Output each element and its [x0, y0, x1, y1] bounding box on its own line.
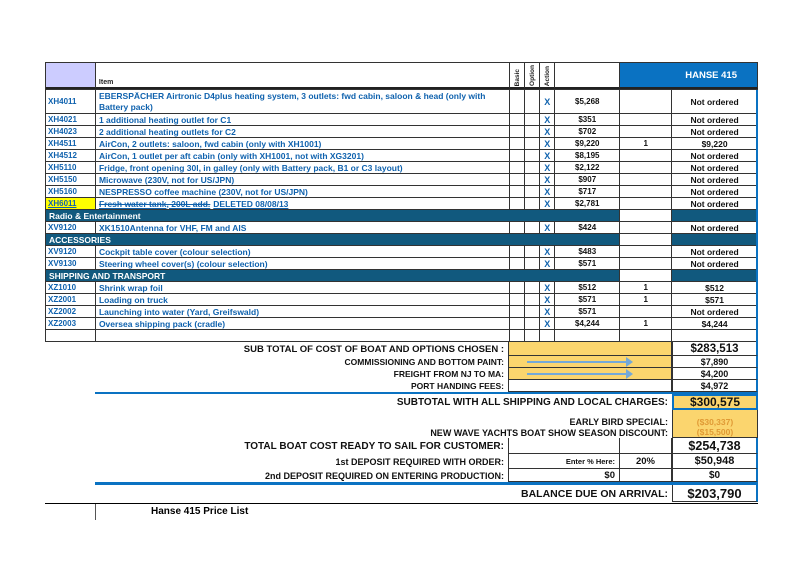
option-cell — [525, 198, 540, 210]
deposit2-spacer — [620, 469, 672, 482]
subtotal-options-row — [95, 342, 758, 356]
basic-column-header — [510, 63, 525, 89]
qty-cell[interactable] — [620, 90, 672, 114]
item-code-cell — [46, 330, 96, 342]
enter-percent-label: Enter % Here: — [508, 454, 620, 469]
action-label: Action — [543, 65, 551, 86]
fill-arrow-icon — [527, 361, 627, 363]
action-cell[interactable]: X — [540, 174, 555, 186]
option-row — [46, 318, 758, 330]
option-cell — [525, 246, 540, 258]
port-fees-fill — [508, 380, 672, 392]
basic-cell — [510, 258, 525, 270]
price-cell: $571 — [555, 258, 620, 270]
early-bird-row — [95, 416, 758, 427]
total-spacer-b — [620, 438, 672, 454]
early-bird-label: EARLY BIRD SPECIAL: — [569, 416, 668, 427]
option-row — [46, 306, 758, 318]
result-cell: $9,220 — [672, 138, 758, 150]
port-fees-row — [95, 380, 758, 392]
option-cell — [525, 138, 540, 150]
sheet-title: Hanse 415 Price List — [95, 504, 758, 520]
option-row — [46, 246, 758, 258]
commissioning-fill — [508, 356, 672, 368]
basic-cell — [510, 222, 525, 234]
qty-cell[interactable] — [620, 258, 672, 270]
qty-cell[interactable] — [620, 114, 672, 126]
option-cell — [525, 174, 540, 186]
price-cell: $2,122 — [555, 162, 620, 174]
item-desc-cell: Steering wheel cover(s) (colour selection) — [96, 258, 510, 270]
action-cell[interactable]: X — [540, 306, 555, 318]
basic-label: Basic — [513, 68, 521, 86]
deposit2-row — [95, 469, 758, 482]
total-label: TOTAL BOAT COST READY TO SAIL FOR CUSTOMER: — [244, 440, 504, 452]
balance-value: $203,790 — [672, 485, 758, 502]
freight-row — [95, 368, 758, 380]
action-cell[interactable]: X — [540, 198, 555, 210]
price-cell — [555, 330, 620, 342]
price-cell: $571 — [555, 306, 620, 318]
qty-cell[interactable] — [620, 246, 672, 258]
option-cell — [525, 294, 540, 306]
port-fees-value: $4,972 — [672, 380, 758, 392]
section-header: SHIPPING AND TRANSPORT — [46, 270, 620, 282]
option-row — [46, 198, 758, 210]
item-code-cell: XZ2003 — [46, 318, 96, 330]
qty-cell[interactable]: 1 — [620, 138, 672, 150]
price-cell: $2,781 — [555, 198, 620, 210]
corner-cell — [46, 63, 96, 89]
option-cell — [525, 126, 540, 138]
qty-cell — [620, 210, 672, 222]
item-code-cell: XV9120 — [46, 222, 96, 234]
result-cell — [672, 210, 758, 222]
item-desc-cell: Shrink wrap foil — [96, 282, 510, 294]
model-column-header: HANSE 415 — [620, 63, 758, 89]
price-cell: $9,220 — [555, 138, 620, 150]
qty-cell[interactable]: 1 — [620, 318, 672, 330]
price-cell: $571 — [555, 294, 620, 306]
boat-show-discount-row — [95, 427, 758, 438]
basic-cell — [510, 174, 525, 186]
item-desc-cell: 2 additional heating outlets for C2 — [96, 126, 510, 138]
option-row — [46, 114, 758, 126]
result-cell: Not ordered — [672, 306, 758, 318]
item-code-cell: XH5110 — [46, 162, 96, 174]
action-cell[interactable]: X — [540, 162, 555, 174]
result-cell — [672, 270, 758, 282]
option-row — [46, 162, 758, 174]
item-desc-cell: AirCon, 1 outlet per aft cabin (only with XH1001, not with XG3201) — [96, 150, 510, 162]
item-desc-cell: XK1510Antenna for VHF, FM and AIS — [96, 222, 510, 234]
subtotal-options-fill — [508, 342, 672, 356]
basic-cell — [510, 318, 525, 330]
option-row — [46, 174, 758, 186]
item-code-cell: XV9120 — [46, 246, 96, 258]
item-desc-cell: Cockpit table cover (colour selection) — [96, 246, 510, 258]
qty-cell[interactable] — [620, 174, 672, 186]
item-desc-cell: EBERSPÄCHER Airtronic D4plus heating system, 3 outlets: fwd cabin, saloon & head (only with Battery pack) — [96, 90, 510, 114]
item-code-cell: XH4511 — [46, 138, 96, 150]
result-cell: Not ordered — [672, 150, 758, 162]
option-column-header — [525, 63, 540, 89]
item-desc-cell: NESPRESSO coffee machine (230V, not for US/JPN) — [96, 186, 510, 198]
result-cell: Not ordered — [672, 198, 758, 210]
option-cell — [525, 318, 540, 330]
qty-cell[interactable] — [620, 198, 672, 210]
commissioning-value: $7,890 — [672, 356, 758, 368]
action-cell[interactable]: X — [540, 258, 555, 270]
balance-row — [95, 485, 758, 502]
qty-cell[interactable]: 1 — [620, 294, 672, 306]
basic-cell — [510, 90, 525, 114]
option-row — [46, 294, 758, 306]
action-cell[interactable]: X — [540, 294, 555, 306]
subtotal-options-label: SUB TOTAL OF COST OF BOAT AND OPTIONS CHOSEN : — [243, 343, 504, 355]
action-cell[interactable]: X — [540, 282, 555, 294]
total-row — [95, 438, 758, 454]
qty-cell — [620, 330, 672, 342]
basic-cell — [510, 306, 525, 318]
subtotal-shipping-label: SUBTOTAL WITH ALL SHIPPING AND LOCAL CHARGES: — [396, 396, 668, 408]
qty-cell[interactable]: 1 — [620, 282, 672, 294]
basic-cell — [510, 186, 525, 198]
item-desc-cell: 1 additional heating outlet for C1 — [96, 114, 510, 126]
item-column-header: Item — [96, 63, 510, 89]
table-right-border — [756, 90, 758, 342]
qty-cell — [620, 234, 672, 246]
subtotal-options-value: $283,513 — [672, 342, 758, 356]
price-cell: $8,195 — [555, 150, 620, 162]
result-cell: $512 — [672, 282, 758, 294]
price-cell: $907 — [555, 174, 620, 186]
basic-cell — [510, 150, 525, 162]
action-cell[interactable]: X — [540, 90, 555, 114]
commissioning-label: COMMISSIONING AND BOTTOM PAINT: — [344, 357, 504, 367]
basic-cell — [510, 294, 525, 306]
percent-input-cell[interactable]: 20% — [620, 454, 672, 469]
result-cell: Not ordered — [672, 114, 758, 126]
item-code-cell: XH5160 — [46, 186, 96, 198]
result-cell — [672, 330, 758, 342]
result-cell: $571 — [672, 294, 758, 306]
option-label: Option — [528, 65, 536, 86]
price-list-sheet — [45, 62, 758, 520]
port-fees-label: PORT HANDING FEES: — [410, 381, 504, 391]
section-row — [46, 210, 758, 222]
option-row — [46, 282, 758, 294]
deposit2-entry-cell[interactable]: $0 — [508, 469, 620, 482]
price-cell: $512 — [555, 282, 620, 294]
basic-cell — [510, 114, 525, 126]
qty-cell[interactable] — [620, 162, 672, 174]
freight-fill — [508, 368, 672, 380]
action-cell[interactable]: X — [540, 186, 555, 198]
item-desc-cell: Oversea shipping pack (cradle) — [96, 318, 510, 330]
options-table — [45, 89, 758, 342]
section-header: ACCESSORIES — [46, 234, 620, 246]
result-cell: $4,244 — [672, 318, 758, 330]
basic-cell — [510, 198, 525, 210]
result-cell: Not ordered — [672, 186, 758, 198]
freight-label: FREIGHT FROM NJ TO MA: — [393, 369, 504, 379]
option-cell — [525, 114, 540, 126]
deposit1-value: $50,948 — [672, 454, 758, 469]
price-cell: $424 — [555, 222, 620, 234]
result-cell: Not ordered — [672, 246, 758, 258]
action-cell[interactable]: X — [540, 150, 555, 162]
action-cell[interactable]: X — [540, 126, 555, 138]
price-cell: $4,244 — [555, 318, 620, 330]
fill-arrow-icon — [527, 373, 627, 375]
basic-cell — [510, 162, 525, 174]
option-row — [46, 138, 758, 150]
qty-cell[interactable] — [620, 306, 672, 318]
qty-cell[interactable] — [620, 222, 672, 234]
option-row — [46, 186, 758, 198]
section-header: Radio & Entertainment — [46, 210, 620, 222]
item-code-cell: XZ2001 — [46, 294, 96, 306]
option-cell — [525, 150, 540, 162]
deposit1-label: 1st DEPOSIT REQUIRED WITH ORDER: — [335, 456, 504, 467]
deleted-item-text: Fresh water tank, 200L add. — [98, 198, 211, 209]
item-code-cell: XH5150 — [46, 174, 96, 186]
item-code-cell: XH4512 — [46, 150, 96, 162]
price-cell: $5,268 — [555, 90, 620, 114]
item-code-cell: XH6011 — [46, 198, 96, 210]
basic-cell — [510, 246, 525, 258]
item-desc-cell: Microwave (230V, not for US/JPN) — [96, 174, 510, 186]
item-code-cell: XH4021 — [46, 114, 96, 126]
qty-cell[interactable] — [620, 126, 672, 138]
option-row — [46, 126, 758, 138]
result-cell: Not ordered — [672, 162, 758, 174]
qty-cell[interactable] — [620, 186, 672, 198]
result-cell: Not ordered — [672, 126, 758, 138]
action-cell[interactable]: X — [540, 246, 555, 258]
action-cell[interactable]: X — [540, 318, 555, 330]
item-desc-cell — [96, 330, 510, 342]
option-cell — [525, 306, 540, 318]
item-desc-cell: Launching into water (Yard, Greifswald) — [96, 306, 510, 318]
price-cell: $717 — [555, 186, 620, 198]
boat-show-discount-label: NEW WAVE YACHTS BOAT SHOW SEASON DISCOUNT: — [430, 427, 668, 438]
item-code-cell: XH4011 — [46, 90, 96, 114]
option-row — [46, 150, 758, 162]
price-column-header — [555, 63, 620, 89]
freight-value: $4,200 — [672, 368, 758, 380]
subtotal-shipping-row — [95, 394, 758, 410]
deposit2-label: 2nd DEPOSIT REQUIRED ON ENTERING PRODUCTION: — [264, 470, 504, 481]
result-cell: Not ordered — [672, 222, 758, 234]
basic-cell — [510, 126, 525, 138]
price-cell: $483 — [555, 246, 620, 258]
option-row — [46, 90, 758, 114]
action-cell — [540, 330, 555, 342]
commissioning-row — [95, 356, 758, 368]
qty-cell[interactable] — [620, 150, 672, 162]
subtotal-shipping-value: $300,575 — [672, 394, 758, 410]
price-cell: $702 — [555, 126, 620, 138]
total-value: $254,738 — [672, 438, 758, 454]
action-column-header — [540, 63, 555, 89]
action-cell[interactable]: X — [540, 114, 555, 126]
total-spacer-a — [508, 438, 620, 454]
early-bird-value: ($30,337) — [672, 416, 758, 427]
action-cell[interactable]: X — [540, 222, 555, 234]
section-row — [46, 270, 758, 282]
price-cell: $351 — [555, 114, 620, 126]
item-desc-cell: Loading on truck — [96, 294, 510, 306]
balance-label: BALANCE DUE ON ARRIVAL: — [521, 487, 668, 500]
sheet-footer — [45, 503, 758, 520]
deposit2-value: $0 — [672, 469, 758, 482]
option-cell — [525, 90, 540, 114]
option-row — [46, 222, 758, 234]
basic-cell — [510, 330, 525, 342]
item-code-cell: XH4023 — [46, 126, 96, 138]
option-row — [46, 258, 758, 270]
deleted-note: DELETED 08/08/13 — [213, 198, 289, 209]
result-cell — [672, 234, 758, 246]
basic-cell — [510, 138, 525, 150]
boat-show-discount-value: ($15,500) — [672, 427, 758, 438]
option-cell — [525, 162, 540, 174]
option-cell — [525, 186, 540, 198]
item-desc-cell — [96, 198, 510, 210]
result-cell: Not ordered — [672, 174, 758, 186]
option-cell — [525, 222, 540, 234]
item-code-cell: XZ2002 — [46, 306, 96, 318]
option-cell — [525, 258, 540, 270]
table-header-row — [45, 62, 758, 89]
item-code-cell: XV9130 — [46, 258, 96, 270]
item-code-cell: XZ1010 — [46, 282, 96, 294]
option-cell — [525, 330, 540, 342]
action-cell[interactable]: X — [540, 138, 555, 150]
result-cell: Not ordered — [672, 90, 758, 114]
empty-row — [46, 330, 758, 342]
item-desc-cell: Fridge, front opening 30l, in galley (only with Battery pack, B1 or C3 layout) — [96, 162, 510, 174]
qty-cell — [620, 270, 672, 282]
basic-cell — [510, 282, 525, 294]
option-cell — [525, 282, 540, 294]
item-desc-cell: AirCon, 2 outlets: saloon, fwd cabin (only with XH1001) — [96, 138, 510, 150]
deposit1-row — [95, 454, 758, 469]
section-row — [46, 234, 758, 246]
result-cell: Not ordered — [672, 258, 758, 270]
